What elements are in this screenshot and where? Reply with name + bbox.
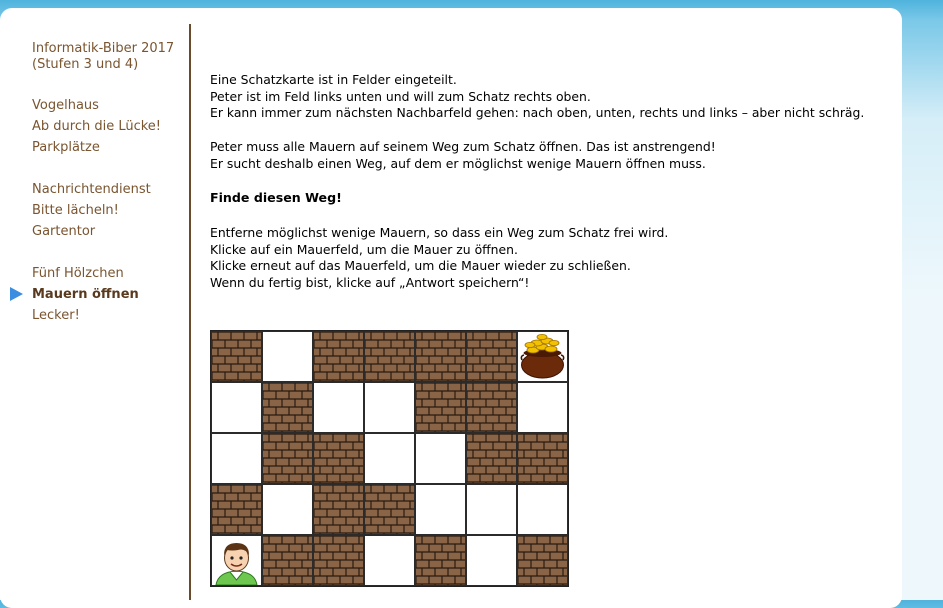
text-line: Klicke erneut auf das Mauerfeld, um die Mauer wieder zu schließen. (210, 258, 631, 273)
brick-wall-icon (263, 383, 312, 432)
brick-wall-icon (467, 332, 516, 381)
text-line: Wenn du fertig bist, klicke auf „Antwort speichern“! (210, 274, 530, 290)
wall-cell[interactable] (313, 484, 364, 535)
brick-wall-icon (212, 332, 261, 381)
nav-item-bitte-laecheln[interactable]: Bitte lächeln! (32, 203, 119, 218)
brick-wall-icon (314, 332, 363, 381)
text-line: Er sucht deshalb einen Weg, auf dem er möglichst wenige Mauern öffnen muss. (210, 155, 706, 171)
nav-group-title (32, 38, 174, 75)
nav-item-nachrichtendienst[interactable]: Nachrichtendienst (32, 182, 151, 197)
instructions-paragraph (210, 225, 890, 291)
wall-cell[interactable] (517, 535, 568, 586)
brick-wall-icon (365, 485, 414, 534)
nav-item-parkplaetze[interactable]: Parkplätze (32, 140, 100, 155)
empty-cell (364, 535, 415, 586)
peter-avatar-icon (212, 536, 261, 585)
peter-cell (211, 535, 262, 586)
brick-wall-icon (518, 434, 567, 483)
empty-cell (211, 382, 262, 433)
wall-cell[interactable] (517, 433, 568, 484)
wall-cell[interactable] (211, 331, 262, 382)
empty-cell (517, 382, 568, 433)
nav-item-competition[interactable]: Informatik-Biber 2017 (32, 41, 175, 56)
treasure-cell (517, 331, 568, 382)
wall-cell[interactable] (415, 382, 466, 433)
empty-cell (466, 535, 517, 586)
wall-cell[interactable] (262, 535, 313, 586)
wall-cell[interactable] (415, 535, 466, 586)
nav-group-2 (32, 179, 151, 242)
nav-item-lecker[interactable]: Lecker! (32, 308, 80, 323)
text-line: Eine Schatzkarte ist in Felder eingeteilt. (210, 72, 457, 87)
wall-cell[interactable] (466, 382, 517, 433)
effort-paragraph (210, 139, 890, 172)
empty-cell (313, 382, 364, 433)
wall-cell[interactable] (466, 331, 517, 382)
wall-cell[interactable] (364, 484, 415, 535)
nav-item-luecke[interactable]: Ab durch die Lücke! (32, 119, 162, 134)
brick-wall-icon (467, 434, 516, 483)
brick-wall-icon (263, 434, 312, 483)
brick-wall-icon (416, 383, 465, 432)
wall-cell[interactable] (313, 331, 364, 382)
wall-cell[interactable] (466, 433, 517, 484)
brick-wall-icon (263, 536, 312, 585)
brick-wall-icon (416, 332, 465, 381)
empty-cell (364, 433, 415, 484)
brick-wall-icon (365, 332, 414, 381)
nav-item-mauern-oeffnen[interactable]: Mauern öffnen (32, 287, 139, 302)
nav-item-gartentor[interactable]: Gartentor (32, 224, 96, 239)
intro-paragraph (210, 72, 890, 122)
task-text (210, 72, 890, 309)
brick-wall-icon (314, 485, 363, 534)
nav-item-vogelhaus[interactable]: Vogelhaus (32, 98, 99, 113)
empty-cell (364, 382, 415, 433)
divider (189, 24, 191, 600)
wall-cell[interactable] (313, 535, 364, 586)
nav-group-1 (32, 95, 161, 158)
text-line: Peter ist im Feld links unten und will zum Schatz rechts oben. (210, 88, 591, 104)
text-line: Er kann immer zum nächsten Nachbarfeld gehen: nach oben, unten, rechts und links – aber nicht schräg. (210, 105, 865, 120)
treasure-pot-icon (518, 332, 567, 381)
text-line: Peter muss alle Mauern auf seinem Weg zum Schatz öffnen. Das ist anstrengend! (210, 139, 716, 154)
brick-wall-icon (314, 434, 363, 483)
empty-cell (415, 484, 466, 535)
wall-cell[interactable] (211, 484, 262, 535)
wall-cell[interactable] (313, 433, 364, 484)
wall-cell[interactable] (415, 331, 466, 382)
task-heading: Finde diesen Weg! (210, 189, 342, 205)
nav-group-3 (32, 263, 139, 326)
brick-wall-icon (416, 536, 465, 585)
brick-wall-icon (212, 485, 261, 534)
empty-cell (517, 484, 568, 535)
text-line: Entferne möglichst wenige Mauern, so dass ein Weg zum Schatz frei wird. (210, 225, 669, 240)
wall-cell[interactable] (262, 433, 313, 484)
empty-cell (466, 484, 517, 535)
treasure-map-grid (210, 330, 569, 587)
nav-item-level[interactable]: (Stufen 3 und 4) (32, 57, 139, 72)
brick-wall-icon (518, 536, 567, 585)
active-arrow-icon (10, 287, 23, 301)
empty-cell (262, 484, 313, 535)
nav-item-fuenf-hoelzchen[interactable]: Fünf Hölzchen (32, 266, 124, 281)
brick-wall-icon (314, 536, 363, 585)
empty-cell (415, 433, 466, 484)
brick-wall-icon (467, 383, 516, 432)
empty-cell (211, 433, 262, 484)
text-line: Klicke auf ein Mauerfeld, um die Mauer zu öffnen. (210, 241, 518, 257)
wall-cell[interactable] (262, 382, 313, 433)
empty-cell (262, 331, 313, 382)
wall-cell[interactable] (364, 331, 415, 382)
